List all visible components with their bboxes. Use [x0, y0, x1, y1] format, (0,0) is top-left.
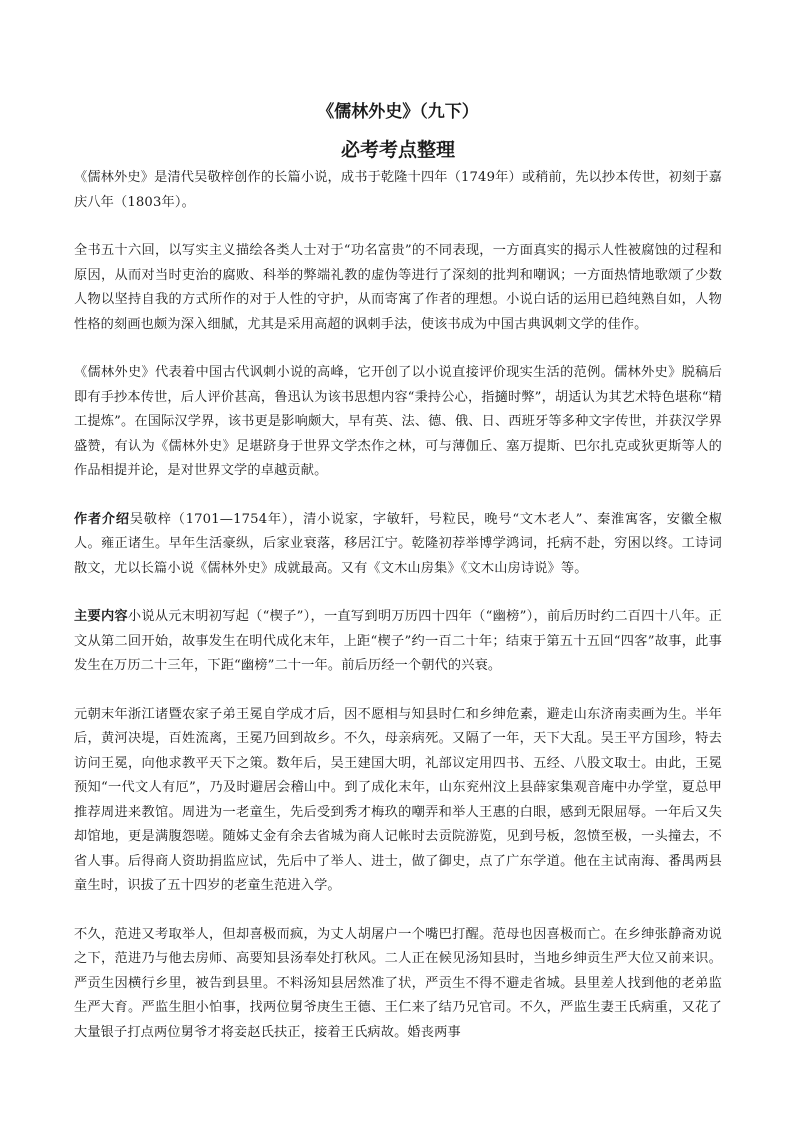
paragraph-text: 小说从元末明初写起（“楔子”），一直写到明万历四十四年（“幽榜”），前后历时约二百四十八年。正文从第二回开始，故事发生在明代成化末年，上距“楔子”约一百二十年；结束于第五十五回“四客”故事，此事发生在万历二十三年，下距“幽榜”二十一年。前后历经一个朝代的兴衰。: [74, 609, 722, 673]
section-heading-content: 主要内容: [74, 609, 128, 624]
paragraph-intro: [74, 166, 722, 215]
paragraph-author: [74, 508, 722, 582]
paragraph-overview: [74, 239, 722, 337]
paragraph-text: 《儒林外史》是清代吴敬梓创作的长篇小说，成书于乾隆十四年（1749年）或稍前，先以抄本传世，初刻于嘉庆八年（1803年）。: [74, 170, 722, 210]
section-heading-author: 作者介绍: [74, 511, 130, 527]
paragraph-content: [74, 605, 722, 679]
document-subtitle: 必考考点整理: [340, 139, 455, 161]
paragraph-text: 《儒林外史》代表着中国古代讽刺小说的高峰，它开创了以小说直接评价现实生活的范例。儒林外史》脱稿后即有手抄本传世，后人评价甚高，鲁迅认为该书思想内容“秉持公心，指擿时弊”，胡适认为其艺术特色堪称“精工提炼”。在国际汉学界，该书更是影响颇大，早有英、法、德、俄、日、西班牙等多种文字传世，并获汉学界盛赞，有认为《儒林外史》足堪跻身于世界文学杰作之林，可与薄伽丘、塞万提斯、巴尔扎克或狄更斯等人的作品相提并论，是对世界文学的卓越贡献。: [74, 365, 722, 478]
paragraph-story-2: [74, 923, 722, 1046]
paragraph-significance: [74, 361, 722, 484]
document-page: [74, 100, 722, 1045]
paragraph-story-1: [74, 703, 722, 899]
paragraph-text: 吴敬梓（1701—1754年），清小说家，字敏轩，号粒民，晚号“文木老人”、秦淮寓客，安徽全椒人。雍正诸生。早年生活豪纵，后家业衰落，移居江宁。乾隆初荐举博学鸿词，托病不赴，穷困以终。工诗词散文，尤以长篇小说《儒林外史》成就最高。又有《文木山房集》《文木山房诗说》等。: [74, 511, 722, 576]
paragraph-text: 元朝末年浙江诸暨农家子弟王冕自学成才后，因不愿相与知县时仁和乡绅危素，避走山东济南卖画为生。半年后，黄河决堤，百姓流离，王冕乃回到故乡。不久，母亲病死。又隔了一年，天下大乱。吴王平方国珍，特去访问王冕，向他求教平天下之策。数年后，吴王建国大明，礼部议定用四书、五经、八股文取士。由此，王冕预知“一代文人有厄”，乃及时避居会稽山中。到了成化末年，山东兖州汶上县薛家集观音庵中办学堂，夏总甲推荐周进来教馆。周进为一老童生，先后受到秀才梅玖的嘲弄和举人王惠的白眼，感到无限屈辱。一年后又失却馆地，更是满腹怨嗟。随姊丈金有余去省城为商人记帐时去贡院游览，见到号板，忽愤至极，一头撞去，不省人事。后得商人资助捐监应试，先后中了举人、进士，做了御史，点了广东学道。他在主试南海、番禺两县童生时，识拔了五十四岁的老童生范进入学。: [74, 706, 722, 893]
paragraph-text: 不久，范进又考取举人，但却喜极而疯，为丈人胡屠户一个嘴巴打醒。范母也因喜极而亡。在乡绅张静斋劝说之下，范进乃与他去房师、高要知县汤奉处打秋风。二人正在候见汤知县时，当地乡绅贡生严大位又前来识。严贡生因横行乡里，被告到县里。不料汤知县居然准了状，严贡生不得不避走省城。县里差人找到他的老弟监生严大育。严监生胆小怕事，找两位舅爷庚生王德、王仁来了结乃兄官司。不久，严监生妻王氏病重，又花了大量银子打点两位舅爷才将妾赵氏扶正，接着王氏病故。婚丧两事: [74, 926, 722, 1040]
document-title: 《儒林外史》（九下）: [317, 102, 479, 122]
paragraph-text: 全书五十六回，以写实主义描绘各类人士对于“功名富贵”的不同表现，一方面真实的揭示人性被腐蚀的过程和原因，从而对当时吏治的腐败、科举的弊端礼教的虚伪等进行了深刻的批判和嘲讽；一方面热情地歌颂了少数人物以坚持自我的方式所作的对于人性的守护，从而寄寓了作者的理想。小说白话的运用已趋纯熟自如，人物性格的刻画也颇为深入细腻，尤其是采用高超的讽刺手法，使该书成为中国古典讽刺文学的佳作。: [74, 243, 722, 332]
